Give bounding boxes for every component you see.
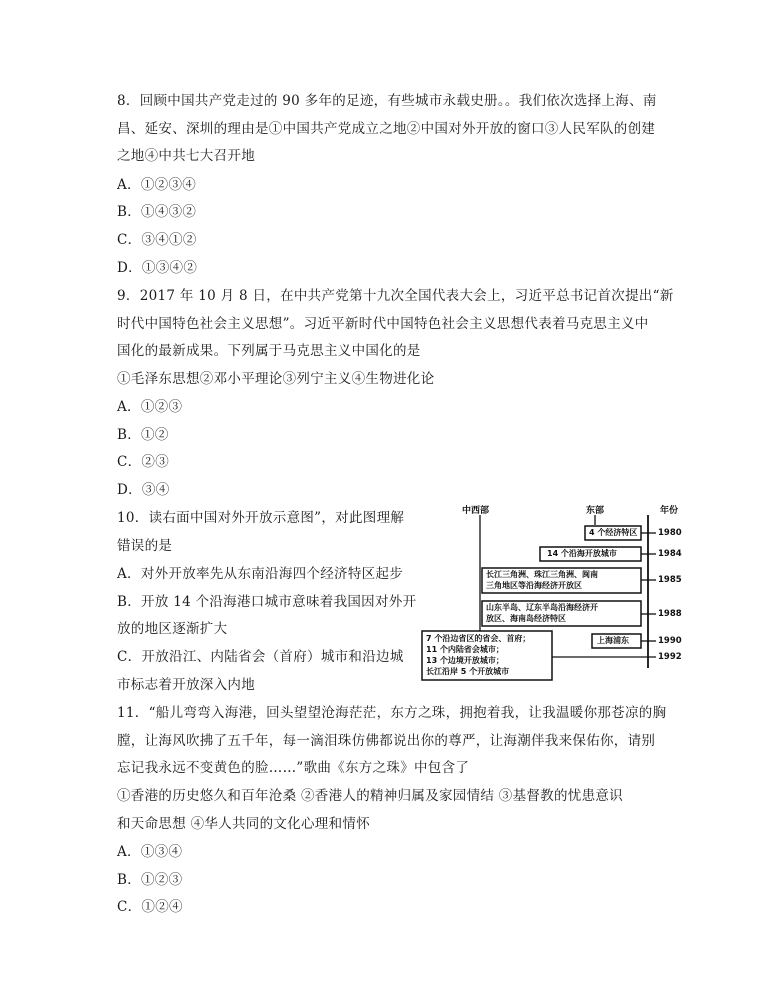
- diagram-year: 1985: [658, 575, 682, 585]
- opening-up-diagram: [420, 503, 720, 683]
- question-11-option-b: B．①②③: [117, 872, 183, 888]
- question-11-line: 膛，让海风吹拂了五千年，每一滴泪珠仿佛都说出你的尊严，让海潮伴我来保佑你，请别: [117, 733, 656, 749]
- diagram-year: 1984: [658, 549, 682, 559]
- diagram-year: 1992: [658, 652, 682, 662]
- question-8-line: 8．回顾中国共产党走过的 90 多年的足迹，有些城市永载史册。。我们依次选择上海、南: [117, 93, 657, 109]
- question-9-line: 时代中国特色社会主义思想”。习近平新时代中国特色社会主义思想代表着马克思主义中: [117, 316, 649, 332]
- question-8-option-a: A．①②③④: [117, 177, 197, 193]
- diagram-header-year: 年份: [660, 506, 679, 516]
- diagram-box-label: 长江三角洲、珠江三角洲、闽南: [486, 570, 598, 579]
- question-11-line: 忘记我永远不变黄色的脸……”歌曲《东方之珠》中包含了: [117, 760, 470, 776]
- question-11-option-c: C．①②④: [117, 899, 183, 915]
- question-9-option-d: D．③④: [117, 482, 170, 498]
- question-8-option-b: B．①④③②: [117, 204, 197, 220]
- diagram-box-label: 放区、海南岛经济特区: [486, 614, 566, 623]
- diagram-header-east: 东部: [586, 506, 605, 516]
- diagram-box-label: 14 个沿海开放城市: [547, 549, 617, 558]
- diagram-year: 1980: [658, 528, 682, 538]
- question-11-line: 和天命思想 ④华人共同的文化心理和情怀: [117, 816, 370, 832]
- question-10-option-b: B．开放 14 个沿海港口城市意味着我国因对外开: [117, 594, 417, 610]
- question-10-line: 市标志着开放深入内地: [117, 677, 255, 693]
- question-9-line: 9．2017 年 10 月 8 日，在中共产党第十九次全国代表大会上，习近平总书记首次提出“新: [117, 288, 674, 304]
- question-10-line: 10．读右面中国对外开放示意图”，对此图理解: [117, 510, 405, 526]
- question-11-option-a: A．①③④: [117, 844, 183, 860]
- question-8-line: 之地④中共七大召开地: [117, 148, 255, 164]
- diagram-box-label: 山东半岛、辽东半岛沿海经济开: [486, 603, 598, 612]
- question-8-option-d: D．①③④②: [117, 260, 198, 276]
- question-9-line: 国化的最新成果。下列属于马克思主义中国化的是: [117, 343, 421, 359]
- diagram-box-label: 三角地区等沿海经济开放区: [486, 581, 582, 590]
- question-9-option-a: A．①②③: [117, 399, 183, 415]
- question-10-option-c: C．开放沿江、内陆省会（首府）城市和沿边城: [117, 649, 404, 665]
- diagram-box-label: 长江沿岸 5 个开放城市: [426, 667, 510, 676]
- question-9-line: ①毛泽东思想②邓小平理论③列宁主义④生物进化论: [117, 371, 435, 387]
- diagram-year: 1988: [658, 609, 682, 619]
- question-10-line: 错误的是: [117, 538, 173, 554]
- question-9-option-b: B．①②: [117, 427, 169, 443]
- diagram-box-label: 13 个边境开放城市；: [426, 656, 504, 665]
- question-10-line: 放的地区逐渐扩大: [117, 621, 228, 637]
- diagram-box-label: 7 个沿边省区的省会、首府；: [426, 634, 531, 643]
- diagram-box-label: 4 个经济特区: [589, 528, 638, 537]
- question-8-option-c: C．③④①②: [117, 232, 197, 248]
- question-11-line: 11．“船儿弯弯入海港，回头望望沧海茫茫，东方之珠，拥抱着我，让我温暖你那苍凉的胸: [117, 705, 667, 721]
- question-8-line: 昌、延安、深圳的理由是①中国共产党成立之地②中国对外开放的窗口③人民军队的创建: [117, 121, 656, 137]
- diagram-year: 1990: [658, 636, 682, 646]
- diagram-box-label: 11 个内陆省会城市；: [426, 645, 504, 654]
- diagram-header-midwest: 中西部: [462, 506, 490, 516]
- question-9-option-c: C．②③: [117, 454, 170, 470]
- question-10-option-a: A．对外开放率先从东南沿海四个经济特区起步: [117, 566, 404, 582]
- question-11-line: ①香港的历史悠久和百年沧桑 ②香港人的精神归属及家园情结 ③基督教的忧患意识: [117, 788, 623, 804]
- diagram-box-label: 上海浦东: [597, 636, 629, 645]
